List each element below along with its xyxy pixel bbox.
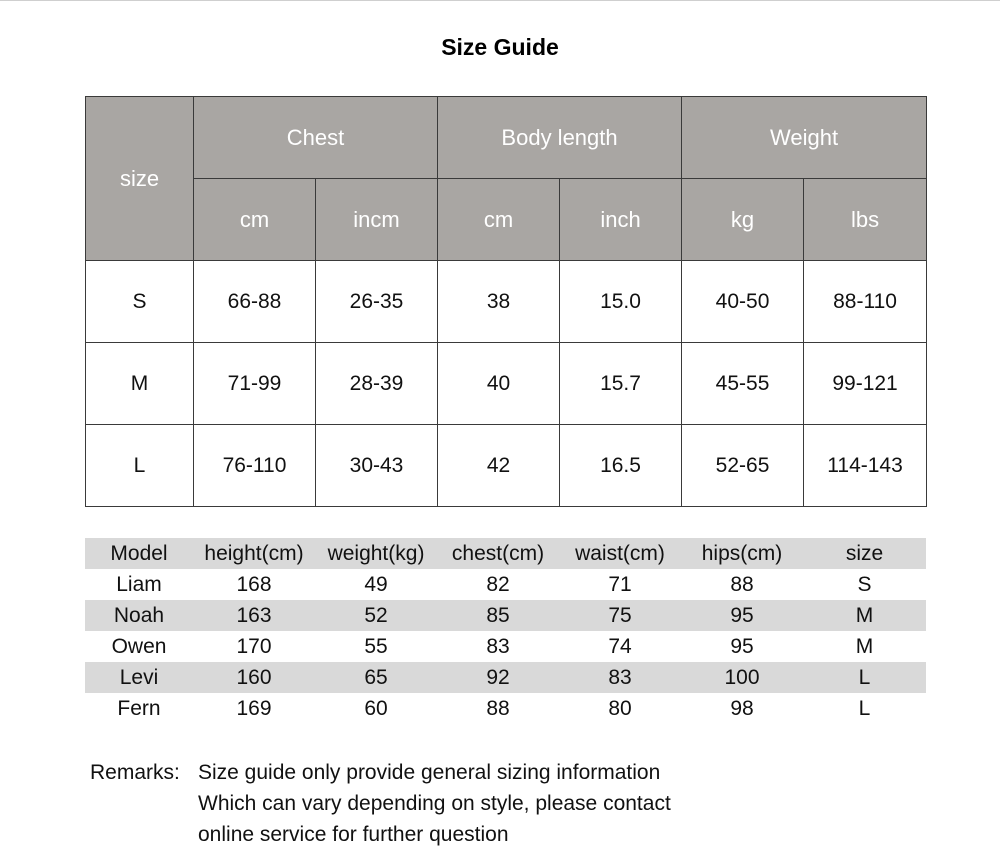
table-cell: 163 [236,604,272,627]
unit-header: cm [438,179,560,261]
column-header: size [845,542,884,565]
table-cell: 55 [364,635,388,658]
size-table-unit-header-row [86,179,927,261]
table-cell: 60 [364,697,388,720]
unit-header: incm [316,179,438,261]
table-cell: Owen [111,635,167,658]
table-cell: 80 [608,697,632,720]
column-header: height(cm) [204,542,304,565]
table-cell: 74 [608,635,632,658]
table-cell: 52-65 [682,425,804,507]
table-cell: Levi [119,666,159,689]
table-cell: 95 [730,635,754,658]
table-row [85,631,926,662]
table-cell: 98 [730,697,754,720]
table-row [86,261,927,343]
table-cell: M [86,343,194,425]
table-cell: 40 [438,343,560,425]
unit-header: inch [560,179,682,261]
table-cell: 40-50 [682,261,804,343]
table-cell: 28-39 [316,343,438,425]
size-column-header: size [86,97,194,261]
table-cell: 16.5 [560,425,682,507]
table-cell: 49 [364,573,388,596]
column-header: weight(kg) [327,542,425,565]
remarks-line: Size guide only provide general sizing information [198,761,661,784]
remarks-line: Which can vary depending on style, please contact [198,792,671,815]
table-cell: 92 [486,666,510,689]
unit-header: kg [682,179,804,261]
size-table-group-header-row [86,97,927,179]
size-chart-table [85,96,927,507]
table-cell: 66-88 [194,261,316,343]
table-row [85,662,926,693]
page-title: Size Guide [441,34,559,60]
table-cell: L [858,666,871,689]
remarks-text [198,757,671,850]
table-cell: Liam [116,573,162,596]
table-row [85,569,926,600]
table-cell: 65 [364,666,388,689]
unit-header: lbs [804,179,927,261]
table-cell: 114-143 [804,425,927,507]
table-cell: 169 [236,697,272,720]
table-cell: L [86,425,194,507]
table-cell: 168 [236,573,272,596]
table-cell: 15.0 [560,261,682,343]
table-cell: M [855,604,874,627]
remarks-line: online service for further question [198,823,509,846]
table-cell: 45-55 [682,343,804,425]
table-cell: 26-35 [316,261,438,343]
table-cell: 71-99 [194,343,316,425]
table-cell: 95 [730,604,754,627]
table-cell: 30-43 [316,425,438,507]
table-cell: 100 [724,666,760,689]
weight-group-header: Weight [682,97,927,179]
table-cell: 160 [236,666,272,689]
table-cell: 38 [438,261,560,343]
model-measurements-table [85,538,926,724]
top-divider [0,0,1000,1]
column-header: chest(cm) [451,542,545,565]
table-row [86,343,927,425]
table-cell: 88 [486,697,510,720]
table-cell: 99-121 [804,343,927,425]
table-cell: S [857,573,872,596]
table-cell: 15.7 [560,343,682,425]
table-cell: M [855,635,874,658]
table-cell: 85 [486,604,510,627]
table-row [85,600,926,631]
table-cell: S [86,261,194,343]
table-cell: 71 [608,573,632,596]
table-cell: L [858,697,871,720]
table-cell: 88-110 [804,261,927,343]
table-cell: 83 [608,666,632,689]
table-cell: 75 [608,604,632,627]
unit-header: cm [194,179,316,261]
chest-group-header: Chest [194,97,438,179]
table-cell: 42 [438,425,560,507]
table-cell: 83 [486,635,510,658]
table-cell: 82 [486,573,510,596]
table-cell: 88 [730,573,754,596]
table-row [86,425,927,507]
table-cell: Fern [117,697,161,720]
table-row [85,693,926,724]
model-table-header-row [85,538,926,569]
body-length-group-header: Body length [438,97,682,179]
table-cell: 52 [364,604,388,627]
column-header: hips(cm) [701,542,783,565]
column-header: waist(cm) [575,542,665,565]
table-cell: 76-110 [194,425,316,507]
remarks-label: Remarks: [90,761,180,784]
column-header: Model [110,542,168,565]
table-cell: 170 [236,635,272,658]
table-cell: Noah [113,604,165,627]
